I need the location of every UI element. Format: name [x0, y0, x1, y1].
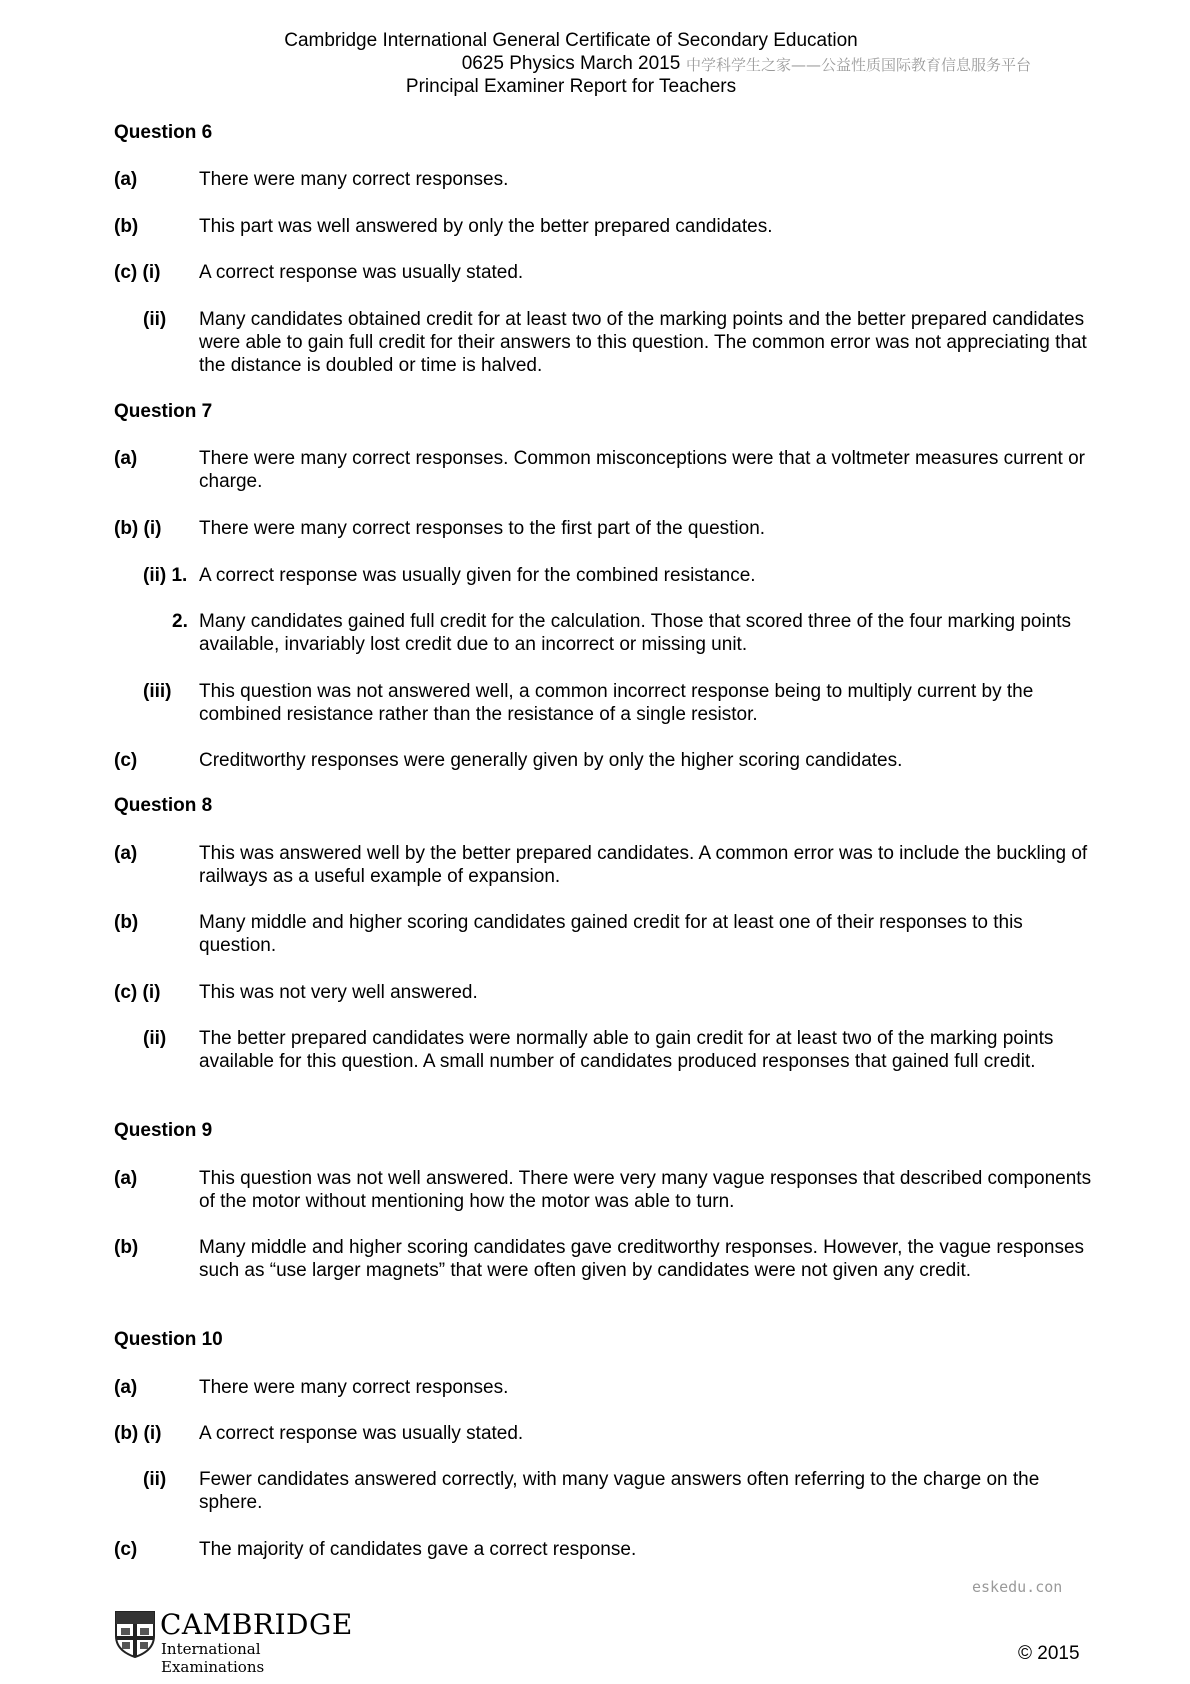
- part-text: Many candidates gained full credit for the calculation. Those that scored three of the four marking points available, invariably lost credit due to an incorrect or missing unit.: [199, 611, 1072, 655]
- part-text: This question was not well answered. There were very many vague responses that described components of the motor without mentioning how the motor was able to turn.: [199, 1168, 1092, 1212]
- part-text: There were many correct responses to the first part of the question.: [199, 518, 766, 539]
- part-text: There were many correct responses.: [199, 169, 509, 190]
- part-label: (ii): [143, 1469, 167, 1490]
- part-label: (iii): [143, 681, 172, 702]
- question-9-title: Question 9: [114, 1120, 213, 1141]
- shield-icon: [114, 1610, 156, 1658]
- cambridge-logo: [114, 1608, 354, 1676]
- part-text: There were many correct responses.: [199, 1377, 509, 1398]
- logo-name: CAMBRIDGE: [160, 1608, 353, 1641]
- part-text: This was not very well answered.: [199, 982, 478, 1003]
- part-label: (ii): [143, 309, 167, 330]
- watermark-top: 中学科学生之家——公益性质国际教育信息服务平台: [686, 56, 1032, 74]
- part-text: There were many correct responses. Common misconceptions were that a voltmeter measures current or charge.: [199, 448, 1085, 492]
- part-text: A correct response was usually stated.: [199, 1423, 524, 1444]
- part-label: (c) (i): [114, 262, 161, 283]
- part-label: (c): [114, 750, 138, 771]
- logo-subtitle: International Examinations: [161, 1640, 265, 1676]
- part-text: The better prepared candidates were normally able to gain credit for at least two of the marking points available for this question. A small number of candidates produced responses that gained full credit.: [199, 1028, 1054, 1072]
- header-line-1: Cambridge International General Certificate of Secondary Education: [284, 30, 858, 51]
- part-text: This was answered well by the better prepared candidates. A common error was to include the buckling of railways as a useful example of expansion.: [199, 843, 1088, 887]
- part-label: (a): [114, 169, 138, 190]
- question-7-title: Question 7: [114, 401, 213, 422]
- part-label: 2.: [172, 611, 188, 632]
- part-label: (b) (i): [114, 1423, 162, 1444]
- part-label: (b): [114, 216, 139, 237]
- part-text: The majority of candidates gave a correct response.: [199, 1539, 637, 1560]
- part-text: Fewer candidates answered correctly, with many vague answers often referring to the charge on the sphere.: [199, 1469, 1040, 1513]
- part-text: Many middle and higher scoring candidates gave creditworthy responses. However, the vague responses such as “use larger magnets” that were often given by candidates were not given any credit.: [199, 1237, 1085, 1281]
- part-label: (a): [114, 843, 138, 864]
- header-line-3: Principal Examiner Report for Teachers: [405, 76, 737, 97]
- question-10-title: Question 10: [114, 1329, 223, 1350]
- copyright: © 2015: [1018, 1643, 1080, 1664]
- part-text: Many candidates obtained credit for at least two of the marking points and the better prepared candidates were able to gain full credit for their answers to this question. The common error was not appreciating that the distance is doubled or time is halved.: [199, 309, 1087, 376]
- part-label: (a): [114, 1377, 138, 1398]
- header-line-2: 0625 Physics March 2015: [461, 53, 681, 74]
- part-label: (a): [114, 1168, 138, 1189]
- part-label: (a): [114, 448, 138, 469]
- part-label: (b) (i): [114, 518, 162, 539]
- part-label: (c): [114, 1539, 138, 1560]
- question-8-title: Question 8: [114, 795, 213, 816]
- part-label: (b): [114, 1237, 139, 1258]
- part-text: This part was well answered by only the better prepared candidates.: [199, 216, 773, 237]
- part-label: (b): [114, 912, 139, 933]
- part-text: A correct response was usually stated.: [199, 262, 524, 283]
- watermark-bottom: eskedu.con: [972, 1578, 1063, 1596]
- part-text: This question was not answered well, a common incorrect response being to multiply current by the combined resistance rather than the resistance of a single resistor.: [199, 681, 1034, 725]
- question-6-title: Question 6: [114, 122, 213, 143]
- part-text: Creditworthy responses were generally given by only the higher scoring candidates.: [199, 750, 903, 771]
- part-label: (c) (i): [114, 982, 161, 1003]
- part-label: (ii) 1.: [143, 565, 188, 586]
- part-text: Many middle and higher scoring candidates gained credit for at least one of their responses to this question.: [199, 912, 1023, 956]
- part-text: A correct response was usually given for the combined resistance.: [199, 565, 756, 586]
- part-label: (ii): [143, 1028, 167, 1049]
